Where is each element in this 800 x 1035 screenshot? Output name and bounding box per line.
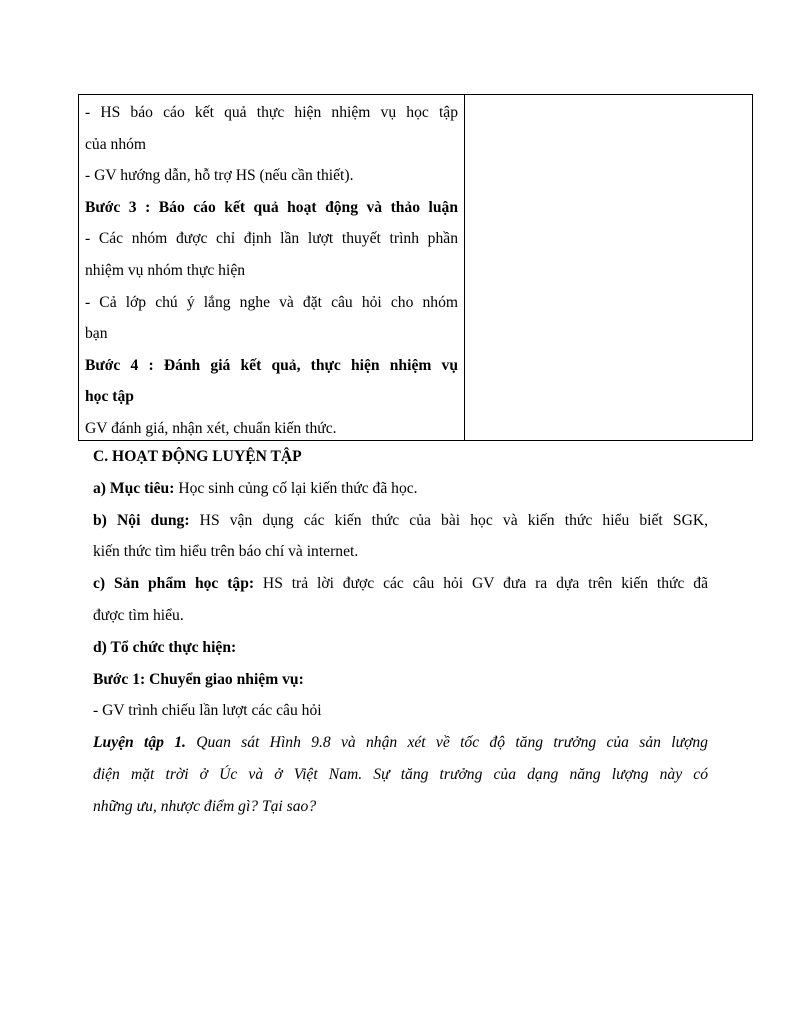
table-line: - Các nhóm được chỉ định lần lượt thuyết trình phần [85,230,458,248]
step1-heading: Bước 1: Chuyển giao nhiệm vụ: [93,670,304,688]
table-line: - HS báo cáo kết quả thực hiện nhiệm vụ học tập [85,104,458,121]
section-heading: C. HOẠT ĐỘNG LUYỆN TẬP [93,448,302,465]
objective-line [93,473,708,505]
table-right-cell [465,95,752,440]
objective-label: a) Mục tiêu: [93,479,175,497]
step1-text: - GV trình chiếu lần lượt các câu hỏi [93,702,322,720]
table-line: - GV hướng dẫn, hỗ trợ HS (nếu cần thiết). [85,167,354,185]
product-line-2: được tìm hiểu. [93,606,184,624]
step4-heading: Bước 4 : Đánh giá kết quả, thực hiện nhiệm vụ [85,356,458,374]
content-line-2: kiến thức tìm hiểu trên báo chí và internet. [93,543,359,561]
activity-table [78,94,753,441]
product-label: c) Sản phẩm học tập: [93,575,255,593]
exercise-line-2: điện mặt trời ở Úc và ở Việt Nam. Sự tăng trưởng của dạng năng lượng này có [93,765,708,783]
organize-heading: d) Tổ chức thực hiện: [93,638,237,656]
table-left-cell [79,95,465,440]
product-line [93,568,708,600]
table-line: nhiệm vụ nhóm thực hiện [85,261,246,279]
content-label: b) Nội dung: [93,511,190,529]
exercise-text: Quan sát Hình 9.8 và nhận xét về tốc độ tăng trưởng của sản lượng [185,734,708,752]
product-text: HS trả lời được các câu hỏi GV đưa ra dựa trên kiến thức đã [254,575,708,593]
exercise-line [93,727,708,759]
table-line: - Cả lớp chú ý lắng nghe và đặt câu hỏi cho nhóm [85,293,458,311]
table-line: của nhóm [85,135,147,153]
step3-heading: Bước 3 : Báo cáo kết quả hoạt động và thảo luận [85,198,458,216]
content-text: HS vận dụng các kiến thức của bài học và kiến thức hiểu biết SGK, [189,511,708,529]
step4-heading-cont: học tập [85,388,134,406]
objective-text: Học sinh củng cố lại kiến thức đã học. [174,479,418,497]
exercise-line-3: những ưu, nhược điểm gì? Tại sao? [93,797,317,815]
content-line [93,505,708,537]
table-line: GV đánh giá, nhận xét, chuẩn kiến thức. [85,419,337,437]
exercise-label: Luyện tập 1. [93,734,186,752]
table-line: bạn [85,325,108,343]
section-body [93,441,708,823]
